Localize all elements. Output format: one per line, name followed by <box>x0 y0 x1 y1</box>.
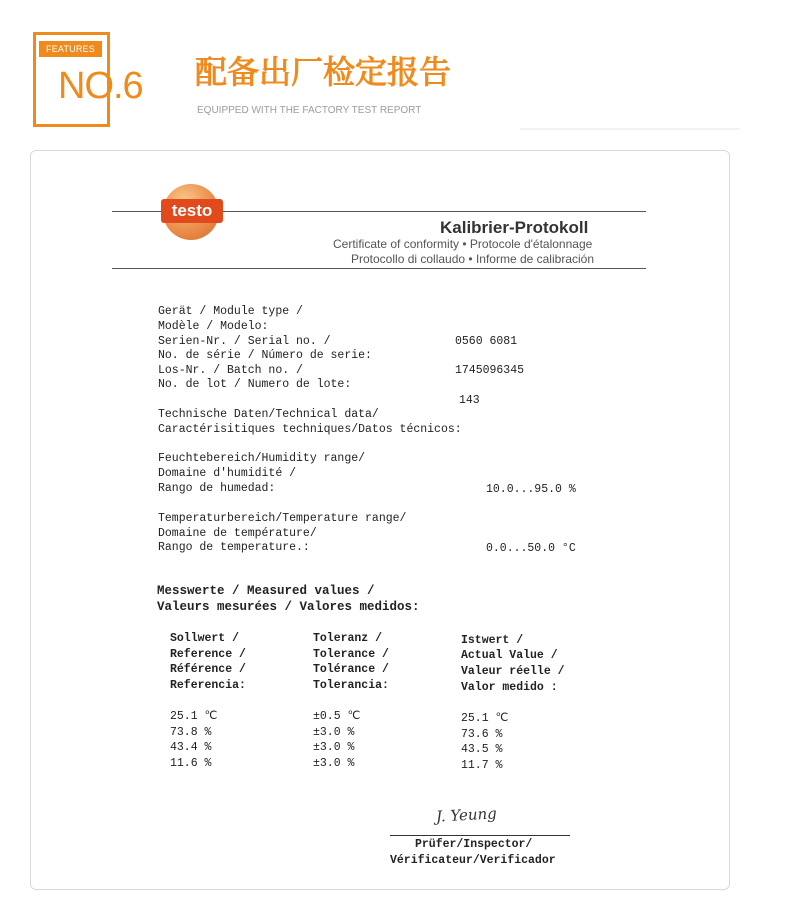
inspector-label-2: Vérificateur/Verificador <box>390 854 556 867</box>
column-reference: Sollwert / <box>170 632 240 645</box>
temperature-value: 0.0...50.0 °C <box>486 542 576 555</box>
divider <box>520 128 740 130</box>
tolerance-value: ±3.0 % <box>313 741 355 754</box>
humidity-label: Feuchtebereich/Humidity range/ <box>158 452 366 465</box>
tolerance-value: ±0.5 ℃ <box>313 710 361 723</box>
serial-value: 0560 6081 <box>455 335 518 348</box>
humidity-value: 10.0...95.0 % <box>486 483 576 496</box>
inspector-signature: J. Yeung <box>435 804 498 826</box>
column-actual: Valeur réelle / <box>461 665 565 678</box>
testo-logo-text: testo <box>161 199 223 223</box>
column-reference: Reference / <box>170 648 246 661</box>
page-subtitle: EQUIPPED WITH THE FACTORY TEST REPORT <box>197 105 422 116</box>
column-actual: Istwert / <box>461 634 524 647</box>
actual-value: 73.6 % <box>461 728 503 741</box>
certificate-subtitle-2: Protocollo di collaudo • Informe de calibración <box>351 252 594 266</box>
column-actual: Valor medido : <box>461 681 558 694</box>
signature-line <box>390 835 570 836</box>
serial-label: Serien-Nr. / Serial no. / <box>158 335 331 348</box>
batch-label-2: No. de lot / Numero de lote: <box>158 378 352 391</box>
reference-value: 25.1 ℃ <box>170 710 218 723</box>
certificate-title: Kalibrier-Protokoll <box>440 218 589 237</box>
module-type-label: Gerät / Module type / <box>158 305 303 318</box>
measured-values-heading-2: Valeurs mesurées / Valores medidos: <box>157 600 420 614</box>
tech-data-label: Technische Daten/Technical data/ <box>158 408 379 421</box>
actual-value: 11.7 % <box>461 759 503 772</box>
feature-number: NO.6 <box>58 65 143 107</box>
column-actual: Actual Value / <box>461 649 558 662</box>
column-tolerance: Tolérance / <box>313 663 389 676</box>
column-tolerance: Toleranz / <box>313 632 383 645</box>
header-rule-top <box>222 211 646 212</box>
tolerance-value: ±3.0 % <box>313 757 355 770</box>
serial-label-2: No. de série / Número de serie: <box>158 349 372 362</box>
actual-value: 43.5 % <box>461 743 503 756</box>
actual-value: 25.1 ℃ <box>461 712 509 725</box>
header-rule-left <box>112 211 162 212</box>
column-tolerance: Tolerance / <box>313 648 389 661</box>
header-rule-bottom <box>112 268 646 269</box>
temperature-label-3: Rango de temperature.: <box>158 541 310 554</box>
features-tag: FEATURES <box>39 41 102 57</box>
column-tolerance: Tolerancia: <box>313 679 389 692</box>
inspector-label: Prüfer/Inspector/ <box>415 838 533 851</box>
page-title: 配备出厂检定报告 <box>195 54 452 90</box>
humidity-label-3: Rango de humedad: <box>158 482 276 495</box>
batch-label: Los-Nr. / Batch no. / <box>158 364 303 377</box>
reference-value: 73.8 % <box>170 726 212 739</box>
reference-value: 43.4 % <box>170 741 212 754</box>
tolerance-value: ±3.0 % <box>313 726 355 739</box>
certificate-subtitle-1: Certificate of conformity • Protocole d'étalonnage <box>333 237 593 251</box>
humidity-label-2: Domaine d'humidité / <box>158 467 297 480</box>
temperature-label-2: Domaine de température/ <box>158 527 317 540</box>
batch-value-2: 143 <box>459 394 480 407</box>
column-reference: Référence / <box>170 663 246 676</box>
temperature-label: Temperaturbereich/Temperature range/ <box>158 512 407 525</box>
tech-data-label-2: Caractérisitiques techniques/Datos técnicos: <box>158 423 462 436</box>
column-reference: Referencia: <box>170 679 246 692</box>
batch-value: 1745096345 <box>455 364 525 377</box>
measured-values-heading: Messwerte / Measured values / <box>157 584 375 598</box>
reference-value: 11.6 % <box>170 757 212 770</box>
module-type-label-2: Modèle / Modelo: <box>158 320 269 333</box>
